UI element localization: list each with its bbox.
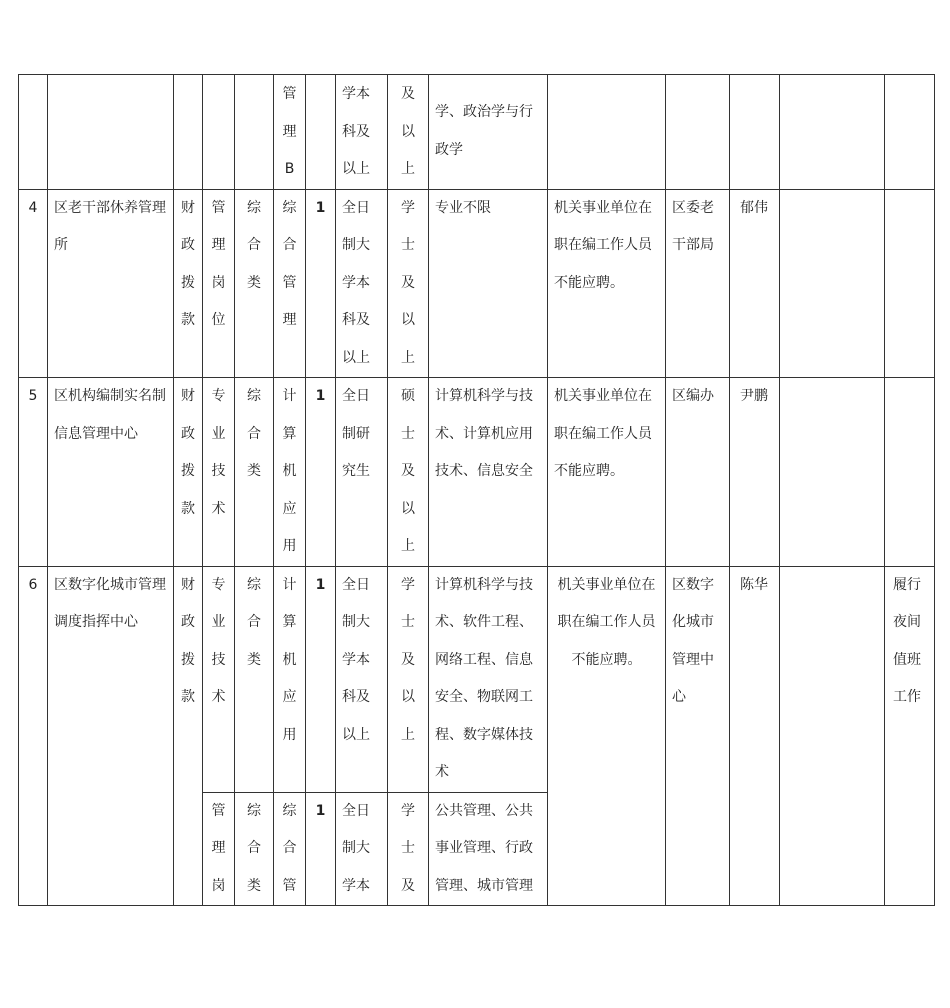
contact-cell bbox=[730, 189, 780, 378]
post-type-text: 管理岗 bbox=[211, 802, 226, 894]
count-value: 1 bbox=[315, 576, 326, 593]
education-cell bbox=[336, 566, 388, 792]
phone-cell bbox=[780, 566, 885, 906]
other-cell bbox=[548, 189, 666, 378]
post-type-text: 专业技术 bbox=[211, 388, 226, 517]
post-cell bbox=[274, 189, 306, 378]
degree-text: 学士及 bbox=[401, 802, 415, 894]
education-cell bbox=[336, 792, 388, 906]
education-cell bbox=[336, 189, 388, 378]
contact-cell bbox=[730, 566, 780, 906]
degree-cell bbox=[388, 189, 429, 378]
major-cell bbox=[429, 189, 548, 378]
category-text: 综合类 bbox=[247, 388, 261, 479]
other-text: 机关事业单位在职在编工作人员不能应聘。 bbox=[554, 199, 652, 291]
post-name: 综合管 bbox=[282, 802, 297, 894]
unit-cell bbox=[48, 189, 174, 378]
funding-cell bbox=[174, 75, 203, 190]
post-name: 计算机应用 bbox=[282, 576, 297, 743]
education-text: 全日制大学本科及以上 bbox=[342, 199, 370, 366]
other-text: 机关事业单位在职在编工作人员不能应聘。 bbox=[557, 576, 656, 668]
unit-name: 区数字化城市管理调度指挥中心 bbox=[54, 576, 166, 630]
degree-cell bbox=[388, 792, 429, 906]
education-text: 全日制大学本 bbox=[342, 802, 370, 894]
major-text: 专业不限 bbox=[435, 199, 491, 216]
major-cell bbox=[429, 566, 548, 792]
dept-cell bbox=[666, 566, 730, 906]
category-cell bbox=[235, 75, 274, 190]
count-cell bbox=[306, 189, 336, 378]
post-cell bbox=[274, 75, 306, 190]
recruitment-table bbox=[18, 74, 935, 906]
note-cell bbox=[885, 75, 935, 190]
count-cell bbox=[306, 75, 336, 190]
funding-cell bbox=[174, 189, 203, 378]
note-text: 履行夜间值班工作 bbox=[893, 576, 921, 705]
contact-cell bbox=[730, 75, 780, 190]
major-cell bbox=[429, 75, 548, 190]
count-value: 1 bbox=[315, 199, 326, 216]
education-cell bbox=[336, 378, 388, 567]
other-text: 机关事业单位在职在编工作人员不能应聘。 bbox=[554, 388, 652, 479]
unit-cell bbox=[48, 75, 174, 190]
degree-cell bbox=[388, 378, 429, 567]
dept-cell bbox=[666, 189, 730, 378]
education-cell bbox=[336, 75, 388, 190]
degree-cell bbox=[388, 566, 429, 792]
unit-name: 区机构编制实名制信息管理中心 bbox=[54, 388, 166, 442]
post-type-text: 管理岗位 bbox=[211, 199, 226, 328]
note-cell bbox=[885, 566, 935, 906]
no-cell bbox=[19, 566, 48, 906]
funding-cell bbox=[174, 566, 203, 906]
post-name: 计算机应用 bbox=[282, 388, 297, 554]
dept-cell bbox=[666, 378, 730, 567]
post-type-cell bbox=[203, 189, 235, 378]
education-text: 全日制研究生 bbox=[342, 388, 370, 479]
contact-text: 郁伟 bbox=[740, 199, 768, 216]
dept-text: 区委老干部局 bbox=[672, 199, 714, 253]
note-cell bbox=[885, 189, 935, 378]
major-cell bbox=[429, 378, 548, 567]
phone-cell bbox=[780, 75, 885, 190]
count-cell bbox=[306, 378, 336, 567]
post-type-cell bbox=[203, 75, 235, 190]
category-cell bbox=[235, 792, 274, 906]
degree-text: 学士及以上 bbox=[401, 576, 415, 743]
count-value: 1 bbox=[315, 802, 326, 819]
contact-cell bbox=[730, 378, 780, 567]
category-cell bbox=[235, 566, 274, 792]
other-cell bbox=[548, 378, 666, 567]
post-type-cell bbox=[203, 792, 235, 906]
no-cell bbox=[19, 189, 48, 378]
contact-text: 尹鹏 bbox=[740, 388, 768, 404]
unit-cell bbox=[48, 378, 174, 567]
count-cell bbox=[306, 792, 336, 906]
no-cell bbox=[19, 75, 48, 190]
major-text: 计算机科学与技术、软件工程、网络工程、信息安全、物联网工程、数字媒体技术 bbox=[435, 576, 533, 780]
category-cell bbox=[235, 378, 274, 567]
post-type-text: 专业技术 bbox=[211, 576, 226, 705]
major-text: 学、政治学与行政学 bbox=[435, 104, 533, 158]
unit-name: 区老干部休养管理所 bbox=[54, 199, 166, 253]
table-row bbox=[19, 566, 935, 792]
count-cell bbox=[306, 566, 336, 792]
funding-text: 财政拨款 bbox=[181, 576, 195, 705]
category-text: 综合类 bbox=[247, 576, 261, 668]
dept-text: 区编办 bbox=[672, 388, 714, 404]
degree-text: 硕士及以上 bbox=[401, 388, 415, 554]
phone-cell bbox=[780, 189, 885, 378]
education-text: 全日制大学本科及以上 bbox=[342, 576, 370, 743]
note-cell bbox=[885, 378, 935, 567]
row-number: 4 bbox=[28, 199, 38, 216]
funding-text: 财政拨款 bbox=[181, 199, 195, 328]
count-value: 1 bbox=[315, 388, 326, 404]
other-cell bbox=[548, 75, 666, 190]
major-text: 公共管理、公共事业管理、行政管理、城市管理 bbox=[435, 802, 533, 894]
degree-text: 及以上 bbox=[401, 86, 415, 177]
table-row bbox=[19, 189, 935, 378]
post-name: 综合管理 bbox=[282, 199, 297, 328]
degree-cell bbox=[388, 75, 429, 190]
dept-text: 区数字化城市管理中心 bbox=[672, 576, 714, 705]
post-type-cell bbox=[203, 378, 235, 567]
education-text: 学本科及以上 bbox=[342, 86, 370, 177]
post-type-cell bbox=[203, 566, 235, 792]
funding-cell bbox=[174, 378, 203, 567]
degree-text: 学士及以上 bbox=[401, 199, 415, 366]
unit-cell bbox=[48, 566, 174, 906]
major-cell bbox=[429, 792, 548, 906]
post-cell bbox=[274, 792, 306, 906]
row-number: 5 bbox=[28, 388, 38, 404]
table-row bbox=[19, 75, 935, 190]
contact-text: 陈华 bbox=[740, 576, 768, 593]
dept-cell bbox=[666, 75, 730, 190]
post-cell bbox=[274, 378, 306, 567]
phone-cell bbox=[780, 378, 885, 567]
post-cell bbox=[274, 566, 306, 792]
category-text: 综合类 bbox=[247, 802, 261, 894]
category-cell bbox=[235, 189, 274, 378]
major-text: 计算机科学与技术、计算机应用技术、信息安全 bbox=[435, 388, 533, 479]
funding-text: 财政拨款 bbox=[181, 388, 195, 517]
post-name: 管理B bbox=[282, 86, 297, 177]
table-row bbox=[19, 378, 935, 567]
category-text: 综合类 bbox=[247, 199, 261, 291]
row-number: 6 bbox=[28, 576, 38, 593]
no-cell bbox=[19, 378, 48, 567]
other-cell bbox=[548, 566, 666, 906]
